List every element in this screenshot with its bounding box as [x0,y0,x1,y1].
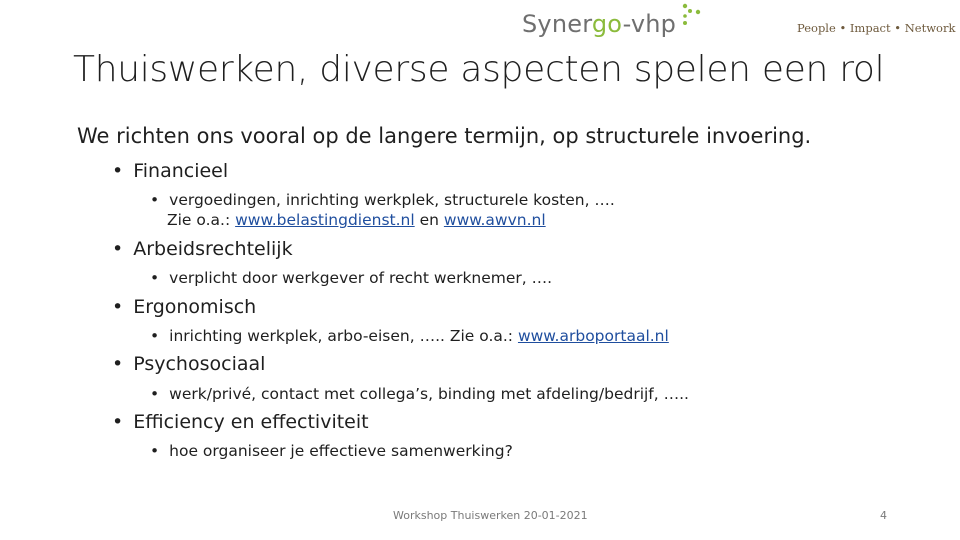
page-number: 4 [880,509,887,522]
bullet-efficiency: • Efficiency en effectiviteit [112,411,369,433]
link-awvn[interactable]: www.awvn.nl [443,211,546,229]
sub-bullet-text: vergoedingen, inrichting werkplek, structurele kosten, …. [169,191,615,209]
link-belastingdienst[interactable]: www.belastingdienst.nl [235,211,415,229]
bullet-arbeidsrechtelijk: • Arbeidsrechtelijk [112,238,293,260]
en-text: en [414,211,444,229]
sub-bullet-text: inrichting werkplek, arbo-eisen, ….. Zie o.a.: [169,327,518,345]
footer-text: Workshop Thuiswerken 20-01-2021 [393,509,588,522]
sub-bullet: • verplicht door werkgever of recht werknemer, …. [150,269,553,287]
sub-bullet: • vergoedingen, inrichting werkplek, structurele kosten, …. [150,191,615,209]
bullet-ergonomisch: • Ergonomisch [112,296,257,318]
bullet-financieel: • Financieel [112,160,229,182]
sub-bullet-continuation [167,211,546,229]
zie-text: Zie o.a.: [167,211,236,229]
logo-dots-icon [680,2,704,26]
bullet-label: Psychosociaal [133,353,266,375]
lead-text: We richten ons vooral op de langere termijn, op structurele invoering. [77,124,812,148]
bullet-label: Efficiency en effectiviteit [133,411,369,433]
sub-bullet: • werk/privé, contact met collega’s, binding met afdeling/bedrijf, ….. [150,385,689,403]
bullet-label: Financieel [133,160,229,182]
logo-part-2: -vhp [622,10,677,38]
bullet-psychosociaal: • Psychosociaal [112,353,266,375]
sub-bullet: • inrichting werkplek, arbo-eisen, ….. Zie o.a.: www.arboportaal.nl [150,327,669,345]
sub-bullet: • hoe organiseer je effectieve samenwerking? [150,442,513,460]
sub-bullet-text: werk/privé, contact met collega’s, binding met afdeling/bedrijf, ….. [169,385,689,403]
logo-part-1: Synergo [522,10,623,38]
sub-bullet-text: hoe organiseer je effectieve samenwerking? [169,442,513,460]
logo-wordmark [522,10,676,38]
bullet-label: Arbeidsrechtelijk [133,238,293,260]
sub-bullet-text: verplicht door werkgever of recht werknemer, …. [169,269,553,287]
link-arboportaal[interactable]: www.arboportaal.nl [517,327,669,345]
bullet-label: Ergonomisch [133,296,257,318]
tagline: People • Impact • Network [797,21,956,35]
slide-title: Thuiswerken, diverse aspecten spelen een rol [73,49,885,90]
